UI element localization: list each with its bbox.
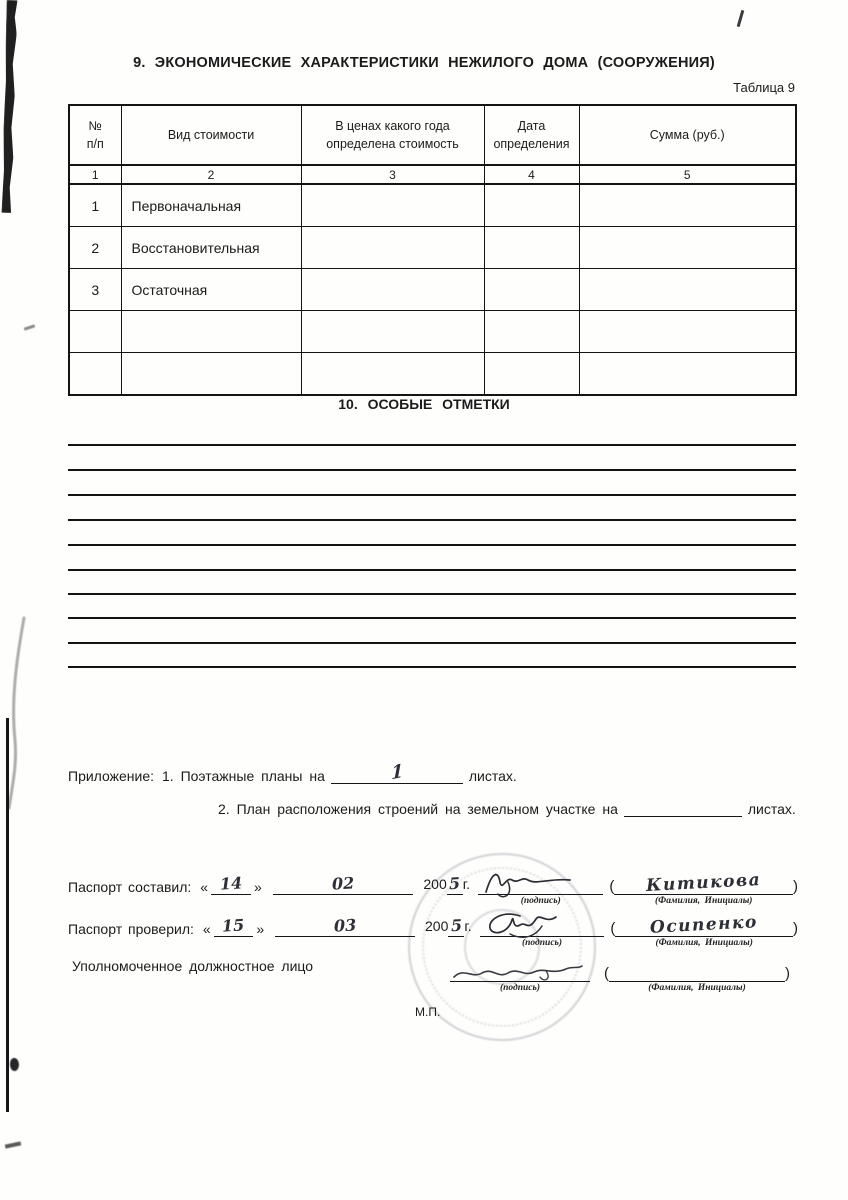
stamp-place-caption: М.П.: [415, 1005, 441, 1019]
cell-kind: Восстановительная: [121, 227, 301, 269]
cell-prices: [301, 269, 484, 311]
notes-line: [68, 666, 796, 668]
cell-sum: [579, 184, 796, 227]
handwritten-surname: Осипенко: [649, 912, 759, 938]
table-row: [69, 184, 796, 227]
scan-artifact-left-line: [6, 718, 9, 1112]
checked-label: Паспорт проверил:: [68, 921, 194, 937]
handwritten-day: 15: [221, 915, 246, 936]
header-prices-line1: В ценах какого года: [335, 118, 450, 133]
composed-month-blank: [273, 874, 414, 895]
header-cell-sum: Сумма (руб.): [579, 105, 796, 165]
cell-num: [69, 353, 121, 396]
colnum-1: 1: [69, 165, 121, 184]
checked-month-blank: [275, 916, 415, 937]
handwritten-year-digit: 5: [450, 915, 463, 936]
colnum-2: 2: [121, 165, 301, 184]
cell-sum: [579, 353, 796, 396]
composed-year: [423, 874, 470, 895]
cell-kind: [121, 353, 301, 396]
notes-line: [68, 569, 796, 571]
composed-year-blank: [447, 874, 463, 895]
colnum-3: 3: [301, 165, 484, 184]
podpis-caption: (подпись): [499, 983, 541, 993]
handwritten-day: 14: [219, 873, 243, 894]
notes-line: [68, 469, 796, 471]
scan-artifact-blob: [10, 1058, 19, 1071]
composed-signature-blank: [478, 874, 603, 906]
header-cell-date: [484, 105, 579, 165]
checked-year: [425, 916, 472, 937]
checked-year-blank: [448, 916, 464, 937]
table-row: [69, 269, 796, 311]
column-number-row: [69, 165, 796, 184]
attachment-item2-text: 2. План расположения строений на земельном участке на: [218, 801, 618, 817]
year-prefix: 200: [425, 918, 449, 934]
notes-line: [68, 593, 796, 595]
notes-line: [68, 544, 796, 546]
table9-label: Таблица 9: [733, 80, 795, 95]
attachment-item-2: [218, 795, 796, 817]
header-date-line2: определения: [493, 137, 570, 151]
passport-checked-row: [68, 912, 798, 948]
signature-scribble: [480, 908, 590, 940]
podpis-caption: (подпись): [521, 938, 563, 948]
notes-line: [68, 642, 796, 644]
cell-kind: [121, 311, 301, 353]
paren-close: ): [793, 878, 798, 895]
attachment-label: Приложение:: [68, 768, 155, 784]
notes-line: [68, 617, 796, 619]
paren-open: (: [609, 878, 615, 895]
cell-prices: [301, 311, 484, 353]
cell-sum: [579, 269, 796, 311]
quote-open: «: [202, 921, 211, 937]
scan-artifact-left-bar: [1, 0, 17, 213]
composed-day-blank: [211, 874, 251, 895]
attachment-item1-tail: листах.: [468, 768, 517, 784]
signature-scribble: [450, 959, 584, 985]
passport-composed-row: [68, 869, 798, 906]
header-cell-kind: Вид стоимости: [121, 105, 301, 165]
colnum-5: 5: [579, 165, 796, 184]
attachment-item2-blank: [624, 796, 742, 817]
cell-num: 1: [69, 184, 121, 227]
podpis-caption: (подпись): [520, 896, 561, 906]
header-date-line1: Дата: [517, 118, 546, 133]
year-suffix: г.: [464, 918, 472, 934]
table-row: [69, 353, 796, 396]
section10-title: 10. ОСОБЫЕ ОТМЕТКИ: [338, 396, 510, 412]
notes-line: [68, 494, 796, 496]
cell-prices: [301, 184, 484, 227]
handwritten-sheet-count: 1: [390, 760, 404, 785]
header-num-line1: №: [88, 118, 102, 133]
cell-kind: Остаточная: [121, 269, 301, 311]
cell-num: 2: [69, 227, 121, 269]
attachment-item2-tail: листах.: [747, 801, 796, 817]
colnum-4: 4: [484, 165, 579, 184]
notes-line: [68, 519, 796, 521]
handwritten-month: 03: [333, 915, 357, 936]
cell-num: 3: [69, 269, 121, 311]
notes-line: [68, 444, 796, 446]
scan-artifact-topright: [737, 10, 745, 27]
attachment-item1-blank: [331, 760, 463, 785]
composed-surname-blank: [614, 869, 793, 906]
handwritten-surname: Китикова: [645, 869, 762, 897]
cell-date: [484, 311, 579, 353]
cell-date: [484, 353, 579, 396]
familia-caption: (Фамилия, Инициалы): [648, 983, 746, 993]
signature-scribble: [478, 868, 588, 898]
checked-day-blank: [214, 916, 254, 937]
checked-signature-blank: [480, 916, 605, 948]
header-num-line2: п/п: [86, 137, 104, 151]
cell-date: [484, 184, 579, 227]
quote-open: «: [200, 879, 209, 895]
paren-close: ): [785, 965, 790, 982]
table-header-row: [69, 105, 796, 165]
checked-surname-blank: [615, 912, 793, 948]
scan-artifact-dash: [5, 1141, 21, 1148]
attachment-item1-text: 1. Поэтажные планы на: [162, 768, 325, 784]
familia-caption: (Фамилия, Инициалы): [654, 896, 753, 906]
authorized-signature-blank: [450, 961, 590, 993]
familia-caption: (Фамилия, Инициалы): [655, 938, 753, 948]
header-cell-prices: [301, 105, 484, 165]
header-prices-line2: определена стоимость: [326, 137, 459, 151]
table-row: [69, 311, 796, 353]
authorized-surname-blank: [609, 961, 785, 993]
cell-date: [484, 269, 579, 311]
paren-open: (: [610, 920, 616, 937]
table-row: [69, 227, 796, 269]
year-suffix: г.: [462, 876, 471, 892]
quote-close: »: [253, 879, 262, 895]
attachment-item-1: [68, 762, 517, 784]
cell-prices: [301, 227, 484, 269]
year-prefix: 200: [423, 876, 447, 892]
cost-table: [68, 104, 797, 396]
handwritten-month: 02: [331, 873, 355, 894]
paren-close: ): [793, 920, 798, 937]
cell-num: [69, 311, 121, 353]
cell-kind: Первоначальная: [121, 184, 301, 227]
authorized-official-label: Уполномоченное должностное лицо: [72, 958, 314, 974]
composed-label: Паспорт составил:: [68, 879, 192, 895]
section9-title: 9. ЭКОНОМИЧЕСКИЕ ХАРАКТЕРИСТИКИ НЕЖИЛОГО ДОМА (СООРУЖЕНИЯ): [133, 55, 715, 71]
scan-artifact-tick: [24, 324, 35, 330]
header-cell-num: [69, 105, 121, 165]
cell-date: [484, 227, 579, 269]
handwritten-year-digit: 5: [448, 873, 461, 894]
authorized-signature-row: [450, 960, 796, 993]
cell-sum: [579, 227, 796, 269]
quote-close: »: [256, 921, 265, 937]
paren-open: (: [604, 965, 609, 982]
cell-prices: [301, 353, 484, 396]
cell-sum: [579, 311, 796, 353]
